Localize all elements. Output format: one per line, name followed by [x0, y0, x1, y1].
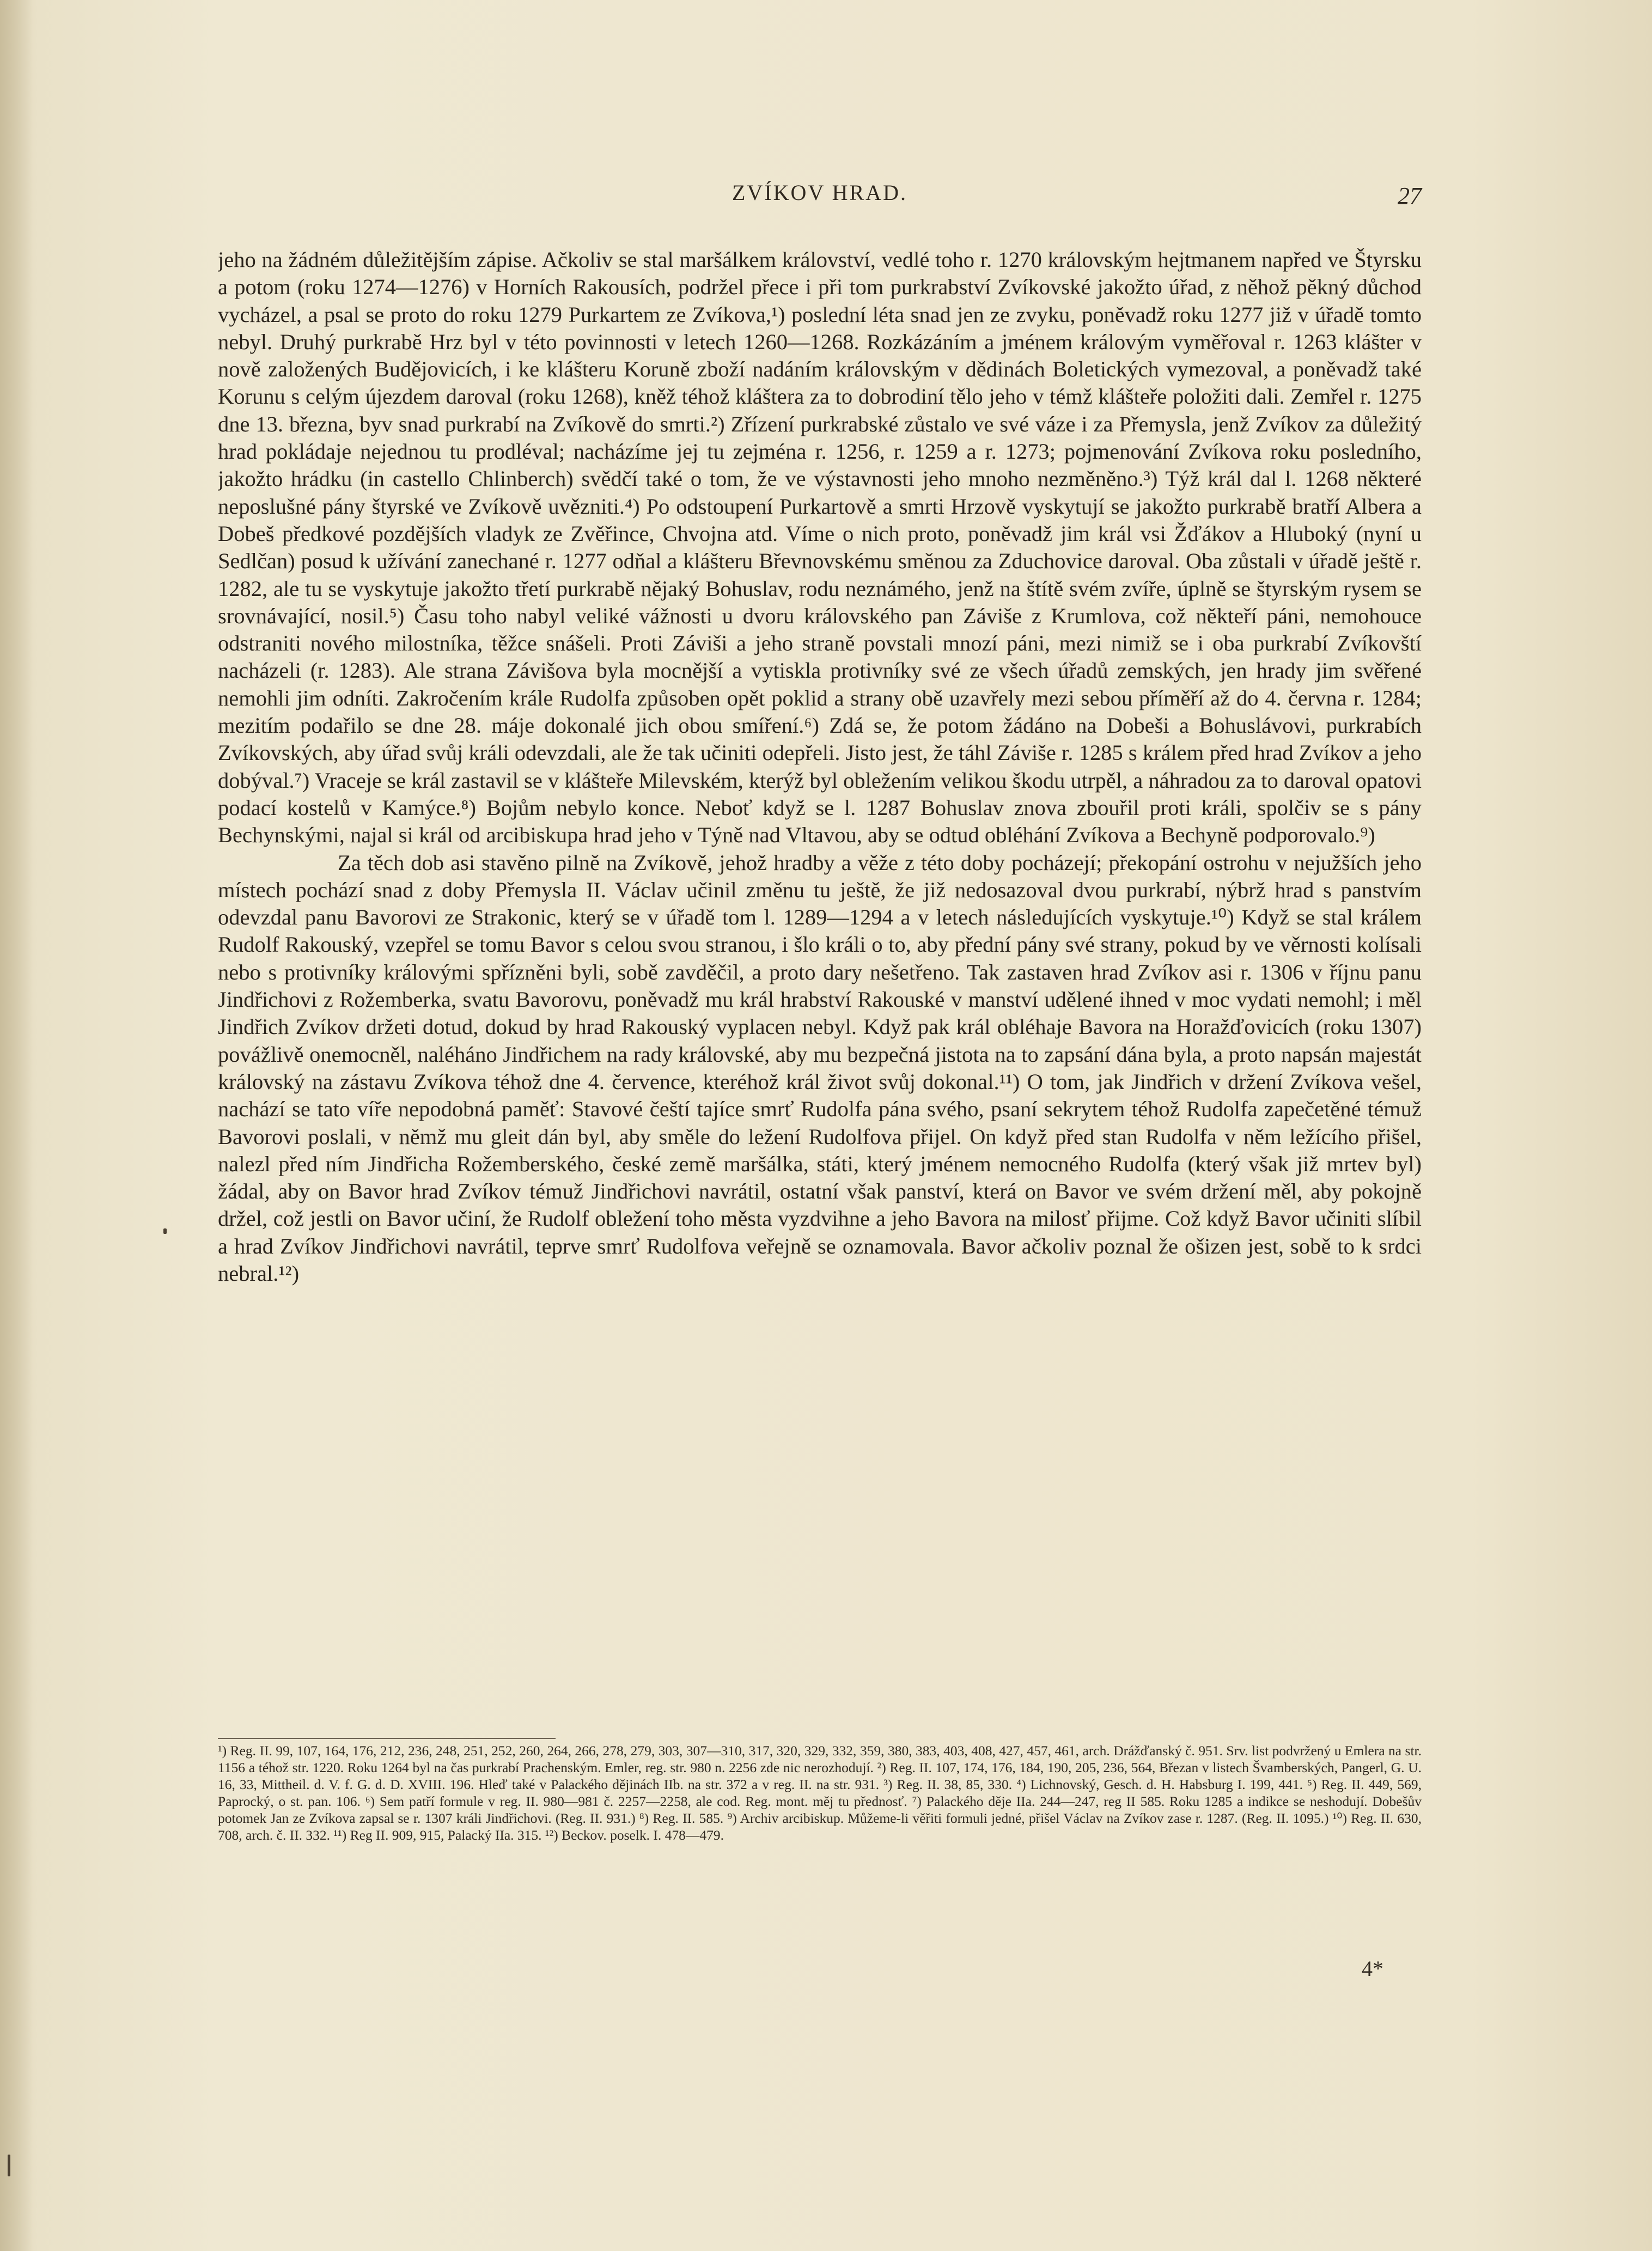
footnote-divider	[218, 1738, 556, 1739]
margin-speck	[163, 1228, 167, 1234]
running-head: ZVÍKOV HRAD.	[732, 180, 907, 205]
main-text	[218, 246, 1422, 1733]
footnotes: ¹) Reg. II. 99, 107, 164, 176, 212, 236, 248, 251, 252, 260, 264, 266, 278, 279, 303, 307—310, 317, 320, 329, 332, 359, 380, 383, 403, 408, 427, 457, 461, arch. Drážďanský č. 951. Srv. list podvržený u Emlera na str. 1156 a téhož str. 1220. Roku 1264 byl na čas purkrabí Prachenským. Emler, reg. str. 980 n. 2256 zde nic nerozhodují. ²) Reg. II. 107, 174, 176, 184, 190, 205, 236, 564, Březan v listech Švamberských, Pangerl, G. U. 16, 33, Mittheil. d. V. f. G. d. D. XVIII. 196. Hleď také v Palackého dějinách IIb. na str. 372 a v reg. II. na str. 931. ³) Reg. II. 38, 85, 330. ⁴) Lichnovský, Gesch. d. H. Habsburg I. 199, 441. ⁵) Reg. II. 449, 569, Paprocký, o st. pan. 106. ⁶) Sem patří formule v reg. II. 980—981 č. 2257—2258, ale cod. Reg. mont. měj tu přednosť. ⁷) Palackého děje IIa. 244—247, reg II 585. Roku 1285 a indikce se neshodují. Dobešův potomek Jan ze Zvíkova zapsal se r. 1307 králi Jindřichovi. (Reg. II. 931.) ⁸) Reg. II. 585. ⁹) Archiv arcibiskup. Můžeme-li věřiti formuli jedné, přišel Václav na Zvíkov zase r. 1287. (Reg. II. 1095.) ¹⁰) Reg. II. 630, 708, arch. č. II. 332. ¹¹) Reg II. 909, 915, Palacký IIa. 315. ¹²) Beckov. poselk. I. 478—479.	[218, 1743, 1422, 1843]
binding-edge	[0, 0, 33, 2251]
paragraph-1: jeho na žádném důležitějším zápise. Ačkoliv se stal maršálkem království, vedlé toho r. 1270 královským hejtmanem napřed ve Štyrsku a potom (roku 1274—1276) v Horních Rakousích, podržel přece i při tom purkrabství Zvíkovské jakožto úřad, z něhož pěkný důchod vycházel, a psal se proto do roku 1279 Purkartem ze Zvíkova,¹) poslední léta snad jen ze zvyku, poněvadž roku 1277 již v úřadě tomto nebyl. Druhý purkrabě Hrz byl v této povinnosti v letech 1260—1268. Rozkázáním a jménem královým vyměřoval r. 1263 klášter v nově založených Budějovicích, i ke klášteru Koruně zboží nadáním královským v dědinách Boletických vymezoval, a poněvadž také Korunu s celým újezdem daroval (roku 1268), kněž téhož kláštera za to dobrodiní tělo jeho v témž klášteře položiti dali. Zemřel r. 1275 dne 13. března, byv snad purkrabí na Zvíkově do smrti.²) Zřízení purkrabské zůstalo ve své váze i za Přemysla, jenž Zvíkov za důležitý hrad pokládaje nejednou tu prodléval; nacházíme jej tu zejména r. 1256, r. 1259 a r. 1273; pojmenování Zvíkova roku posledního, jakožto hrádku (in castello Chlinberch) svědčí také o tom, že ve výstavnosti jeho mnoho nezměněno.³) Týž král dal l. 1268 některé neposlušné pány štyrské ve Zvíkově uvězniti.⁴) Po odstoupení Purkartově a smrti Hrzově vyskytují se jakožto purkrabě bratří Albera a Dobeš předkové pozdějších vladyk ze Zvěřince, Chvojna atd. Víme o nich proto, poněvadž jim král vsi Žďákov a Hluboký (nyní u Sedlčan) posud k užívání zanechané r. 1277 odňal a klášteru Břevnovskému směnou za Zduchovice daroval. Oba zůstali v úřadě ještě r. 1282, ale tu se vyskytuje jakožto třetí purkrabě nějaký Bohuslav, rodu neznámého, jenž na štítě svém zvíře, úplně se štyrským rysem se srovnávající, nosil.⁵) Času toho nabyl veliké vážnosti u dvoru královského pan Záviše z Krumlova, což někteří páni, nemohouce odstraniti nového milostníka, těžce snášeli. Proti Záviši a jeho straně povstali mnozí páni, mezi nimiž se i oba purkrabí Zvíkovští nacházeli (r. 1283). Ale strana Závišova byla mocnější a vytiskla protivníky své ze všech úřadů zemských, jen hrady jim svěřené nemohli jim odníti. Zakročením krále Rudolfa způsoben opět poklid a strany obě uzavřely mezi sebou příměří až do 4. června r. 1284; mezitím podařilo se dne 28. máje dokonalé jich obou smíření.⁶) Zdá se, že potom žádáno na Dobeši a Bohuslávovi, purkrabích Zvíkovských, aby úřad svůj králi odevzdali, ale že tak učiniti odepřeli. Jisto jest, že táhl Záviše r. 1285 s králem před hrad Zvíkov a jeho dobýval.⁷) Vraceje se král zastavil se v klášteře Milevském, kterýž byl obležením velikou škodu utrpěl, a náhradou za to daroval opatovi podací kostelů v Kamýce.⁸) Bojům nebylo konce. Neboť když se l. 1287 Bohuslav znova zbouřil proti králi, spolčiv se s pány Bechynskými, najal si král od arcibiskupa hrad jeho v Týně nad Vltavou, aby se odtud obléhání Zvíkova a Bechyně podporovalo.⁹)	[218, 247, 1422, 848]
page-number: 27	[1398, 182, 1422, 209]
paragraph-2: Za těch dob asi stavěno pilně na Zvíkově, jehož hradby a věže z této doby pocházejí; překopání ostrohu v nejužších jeho místech pochází snad z doby Přemysla II. Václav učinil změnu tu ještě, že již nedosazoval dvou purkrabí, nýbrž hrad s panstvím odevzdal panu Bavorovi ze Strakonic, který se v úřadě tom l. 1289—1294 a v letech následujících vyskytuje.¹⁰) Když se stal králem Rudolf Rakouský, vzepřel se tomu Bavor s celou svou stranou, i šlo králi o to, aby přední pány své strany, pokud by ve věrnosti kolísali nebo s protivníky královými spřízněni byli, sobě zavděčil, a proto dary nešetřeno. Tak zastaven hrad Zvíkov asi r. 1306 v říjnu panu Jindřichovi z Rožemberka, svatu Bavorovu, poněvadž mu král hrabství Rakouské v manství udělené ihned v moc vydati nemohl; i měl Jindřich Zvíkov držeti dotud, dokud by hrad Rakouský vyplacen nebyl. Když pak král obléhaje Bavora na Horažďovicích (roku 1307) povážlivě onemocněl, naléháno Jindřichem na rady královské, aby mu bezpečná jistota na to zapsání dána byla, a proto napsán majestát královský na zástavu Zvíkova téhož dne 4. července, kteréhož král život svůj dokonal.¹¹) O tom, jak Jindřich v držení Zvíkova vešel, nachází se tato víře nepodobná paměť: Stavové čeští tajíce smrť Rudolfa pána svého, psaní sekrytem téhož Rudolfa zapečetěné témuž Bavorovi poslali, v němž mu gleit dán byl, aby směle do ležení Rudolfova přijel. On když před stan Rudolfa v něm ležícího přišel, nalezl před ním Jindřicha Rožemberského, české země maršálka, státi, který jménem nemocného Rudolfa (který však již mrtev byl) žádal, aby on Bavor hrad Zvíkov témuž Jindřichovi navrátil, ostatní však panství, která on Bavor ve svém držení měl, aby pokojně držel, což jestli on Bavor učiní, že Rudolf obležení toho města vyzdvihne a jeho Bavora na milosť přijme. Což když Bavor učiniti slíbil a hrad Zvíkov Jindřichovi navrátil, teprve smrť Rudolfova veřejně se oznamovala. Bavor ačkoliv poznal že ošizen jest, sobě to k srdci nebral.¹²)	[218, 850, 1422, 1286]
signature-mark: 4*	[1362, 1956, 1383, 1981]
page-header	[218, 180, 1422, 223]
margin-speck	[8, 2155, 10, 2176]
